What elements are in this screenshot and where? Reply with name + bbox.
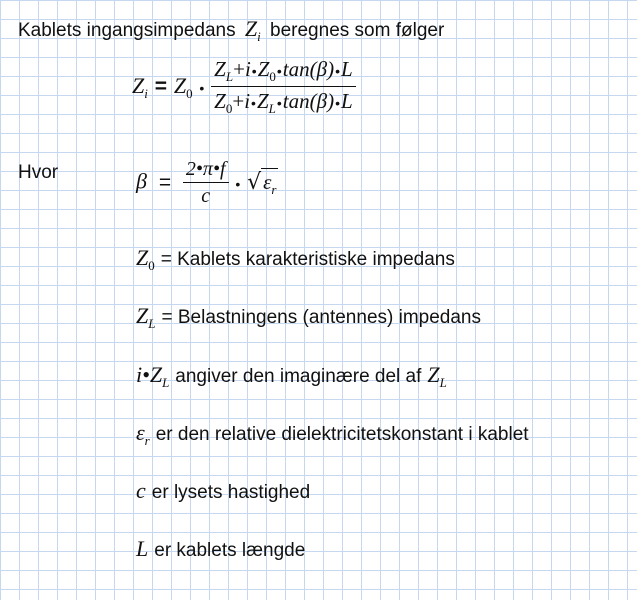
intro-line — [18, 16, 444, 45]
definition-text: = Kablets karakteristiske impedans — [160, 249, 455, 270]
definition-text: er kablets længde — [154, 540, 306, 561]
definition-symbol: Z — [136, 303, 149, 328]
sqrt-icon: √ — [247, 170, 262, 195]
formula-denominator: $Z_0+i•Z_L•\tan(\beta)•L$ — [211, 86, 356, 117]
definition-line: $Z_0$ = Kablets karakteristiske impedans — [136, 245, 455, 273]
formula-fraction — [211, 57, 356, 117]
definition-line — [136, 536, 305, 562]
definition-text: er den relative dielektricitetskonstant i kablet — [155, 424, 529, 445]
definition-line — [136, 478, 310, 504]
beta-eq: = — [158, 170, 172, 194]
intro-text-after: beregnes som følger — [270, 20, 445, 41]
formula-eq: = — [154, 74, 167, 98]
beta-formula: β = $\frac{2•\pi•f}{c}$ • $√\varepsilon_r$ — [136, 158, 277, 207]
definition-text: = Belastningens (antennes) impedans — [161, 307, 481, 328]
hvor-label: Hvor — [18, 162, 59, 183]
definition-symbol: ε — [136, 420, 145, 445]
beta-numerator: 2•π•f — [185, 158, 226, 180]
definition-trail-symbol: $Z_L$ — [427, 362, 447, 390]
definition-symbol: i•Z — [136, 362, 163, 387]
definition-text: er lysets hastighed — [151, 482, 311, 503]
formula-z0: $Z_0$ — [173, 72, 193, 101]
intro-symbol: $Z_i$ — [244, 16, 261, 44]
beta-lhs: β — [136, 168, 147, 194]
definition-text: angiver den imaginære del af — [175, 366, 422, 387]
definition-line: $\varepsilon_r$ er den relative dielektricitetskonstant i kablet — [136, 420, 529, 448]
definition-symbol: L — [136, 536, 149, 561]
beta-fraction — [183, 158, 229, 208]
definition-symbol: c — [136, 478, 146, 503]
impedance-formula: $Z_i = Z_0$ • $\frac{Z_L+i•Z_0•\tan(\beta)•L}{Z_0+i•Z_L•\tan(\beta)•L}$ — [132, 57, 356, 117]
definition-symbol: Z — [136, 245, 149, 270]
intro-text-before: Kablets ingangsimpedans — [18, 20, 236, 41]
definition-line: $Z_L$ = Belastningens (antennes) impedans — [136, 303, 481, 331]
formula-lhs: $Z_i$ — [132, 72, 148, 101]
definition-line: $i•Z_L$ angiver den imaginære del af $Z_L$ — [136, 362, 447, 390]
beta-sqrt: $√\varepsilon_r$ — [247, 170, 277, 197]
formula-numerator: $Z_L+i•Z_0•\tan(\beta)•L$ — [214, 57, 353, 84]
beta-denominator: c — [183, 182, 229, 208]
